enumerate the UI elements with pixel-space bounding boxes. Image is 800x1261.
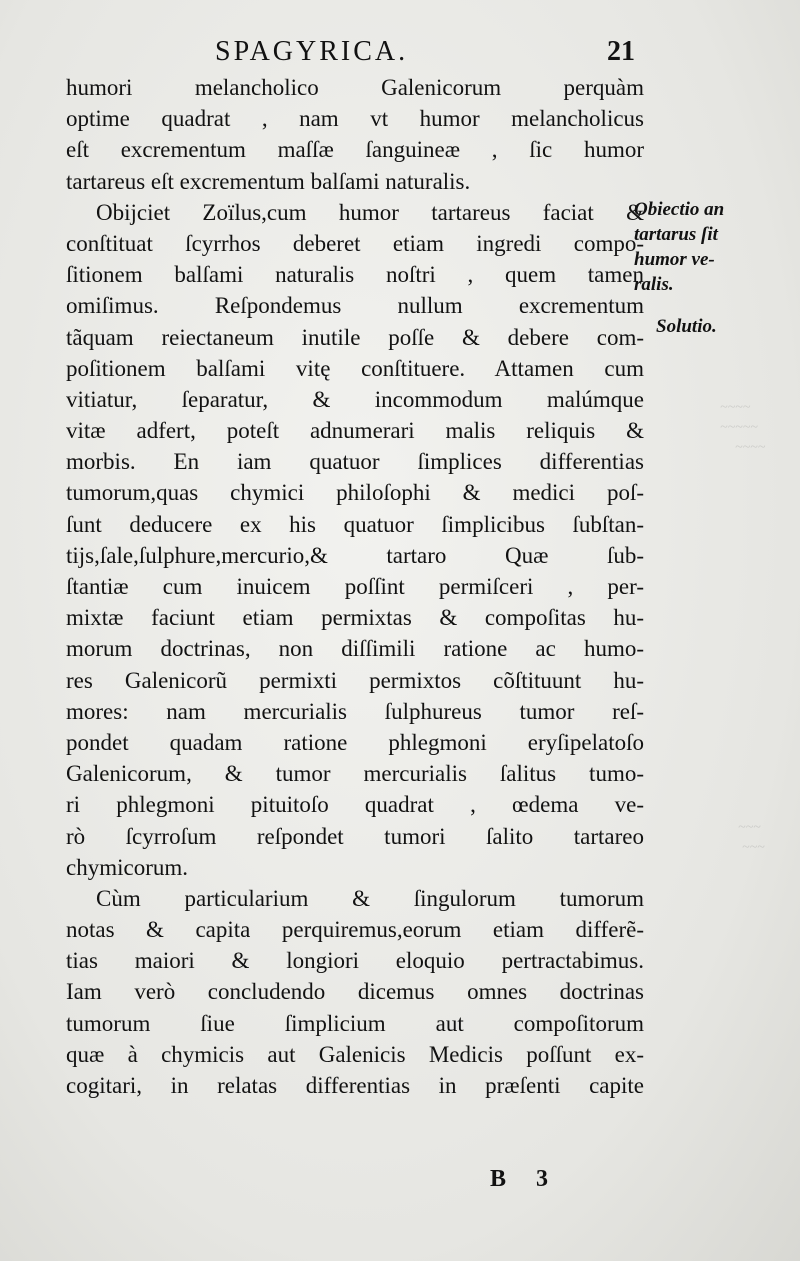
text-line: mores: nam mercurialis ſulphureus tumor reſ- (66, 698, 644, 724)
body-text (66, 72, 644, 1101)
text-line: ſitionem balſami naturalis noſtri , quem tamen (66, 262, 644, 288)
text-line: res Galenicorũ permixti permixtos cõſtituunt hu- (66, 667, 644, 693)
text-line: Obijciet Zoïlus,cum humor tartareus faciat & (96, 199, 644, 225)
signature-mark: B 3 (490, 1166, 561, 1192)
text-line: tumorum,quas chymici philoſophi & medici poſ- (66, 480, 644, 506)
text-line: omiſimus. Reſpondemus nullum excrementum (66, 293, 644, 319)
text-line: rò ſcyrroſum reſpondet tumori ſalito tartareo (66, 823, 644, 849)
page-number: 21 (607, 36, 635, 67)
text-line: tartareus eſt excrementum balſami naturalis. (66, 168, 471, 194)
text-line: morum doctrinas, non diſſimili ratione ac humo- (66, 636, 644, 662)
text-line: conſtituat ſcyrrhos deberet etiam ingredi compo- (66, 230, 644, 256)
text-line: tijs,ſale,ſulphure,mercurio,& tartaro Quæ ſub- (66, 542, 644, 568)
margin-note: Obiectio an (634, 199, 725, 220)
running-title: SPAGYRICA. (215, 36, 409, 67)
text-line: optime quadrat , nam vt humor melancholicus (66, 106, 644, 132)
text-line: mixtæ faciunt etiam permixtas & compoſitas hu- (66, 605, 644, 631)
text-line: Galenicorum, & tumor mercurialis ſalitus tumo- (66, 761, 644, 787)
margin-note: Solutio. (656, 316, 717, 337)
text-line: eſt excrementum maſſæ ſanguineæ , ſic humor (66, 137, 644, 163)
text-line: ſtantiæ cum inuicem poſſint permiſceri , per- (66, 574, 644, 599)
show-through-smudge: ~~~~ (735, 440, 766, 455)
text-line: tumorum ſiue ſimplicium aut compoſitorum (66, 1010, 644, 1036)
text-line: cogitari, in relatas differentias in præſenti capite (66, 1073, 644, 1098)
marginalia (634, 197, 796, 339)
text-line: Cùm particularium & ſingulorum tumorum (96, 885, 644, 911)
text-line: vitiatur, ſeparatur, & incommodum malúmque (66, 386, 644, 412)
text-line: chymicorum. (66, 854, 188, 880)
text-line: poſitionem balſami vitę conſtituere. Attamen cum (66, 355, 644, 381)
text-line: morbis. En iam quatuor ſimplices differentias (66, 449, 644, 475)
show-through-smudge: ~~~~~ (720, 420, 758, 435)
margin-note: humor ve- (634, 249, 715, 270)
show-through-smudge: ~~~ (742, 840, 765, 855)
margin-note: tartarus ſit (634, 224, 718, 245)
text-line: ſunt deducere ex his quatuor ſimplicibus ſubſtan- (66, 511, 644, 537)
text-line: humori melancholico Galenicorum perquàm (66, 75, 644, 100)
margin-note: ralis. (634, 274, 674, 295)
show-through-smudge: ~~~ (738, 820, 761, 835)
text-line: pondet quadam ratione phlegmoni eryſipelatoſo (66, 729, 644, 755)
text-line: tãquam reiectaneum inutile poſſe & debere com- (66, 324, 644, 350)
running-head (215, 36, 635, 76)
show-through-smudge: ~~~~ (720, 400, 751, 415)
text-line: vitæ adfert, poteſt adnumerari malis reliquis & (66, 418, 644, 444)
text-line: Iam verò concludendo dicemus omnes doctrinas (66, 979, 644, 1005)
text-line: ri phlegmoni pituitoſo quadrat , œdema ve- (66, 792, 644, 818)
text-line: tias maiori & longiori eloquio pertractabimus. (66, 948, 644, 974)
text-line: quæ à chymicis aut Galenicis Medicis poſſunt ex- (66, 1041, 644, 1067)
text-line: notas & capita perquiremus,eorum etiam differẽ- (66, 917, 644, 943)
